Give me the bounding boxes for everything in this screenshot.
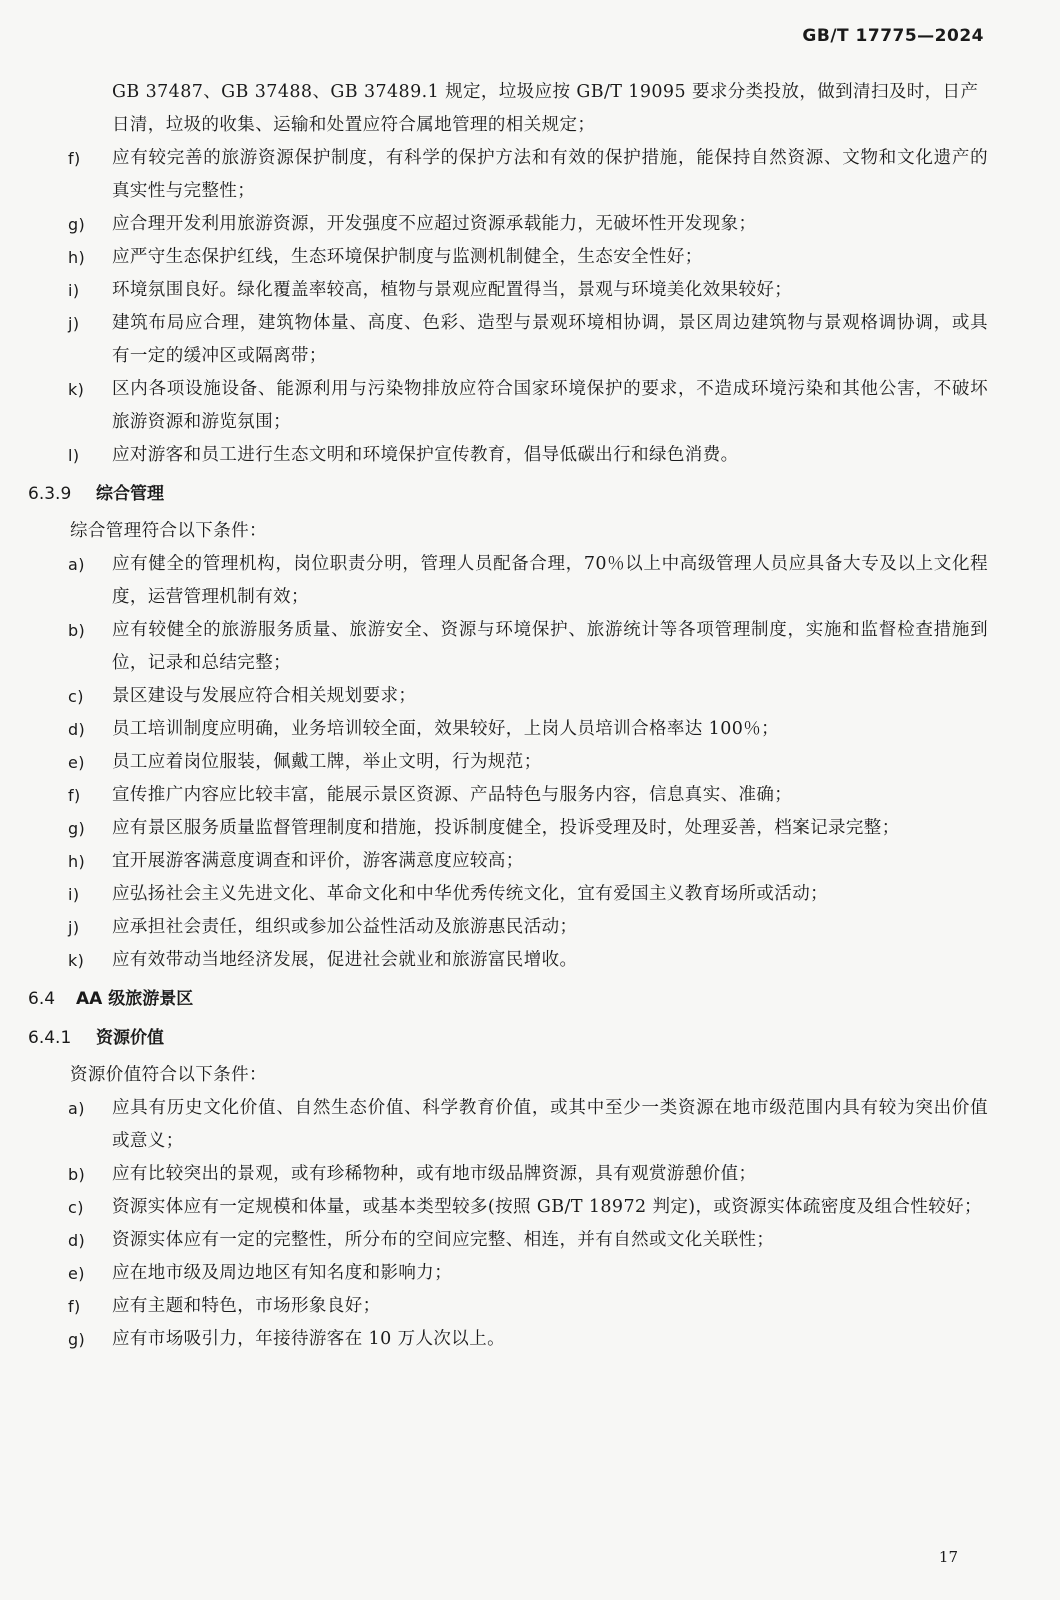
list-marker: k) [68,951,85,970]
list-item-text: 员工应着岗位服装，佩戴工牌，举止文明，行为规范； [112,752,542,772]
section-number: 6.3.9 [28,484,72,504]
section-heading-6-3-9 [28,478,988,511]
list-item-text: 员工培训制度应明确，业务培训较全面，效果较好，上岗人员培训合格率达 100％； [112,719,780,739]
section-heading-6-4-1 [28,1022,988,1055]
list-marker: a) [68,1099,85,1118]
list-item-text: 宜开展游客满意度调查和评价，游客满意度应较高； [112,851,524,871]
list-item-text: 应有较完善的旅游资源保护制度，有科学的保护方法和有效的保护措施，能保持自然资源、文物和文化遗产的真实性与完整性； [112,148,988,201]
list-item [28,680,988,713]
section-title: 资源价值 [96,1028,164,1048]
list-item-text: 应有健全的管理机构，岗位职责分明，管理人员配备合理，70％以上中高级管理人员应具备大专及以上文化程度，运营管理机制有效； [112,554,988,607]
list-marker: d) [68,1231,86,1250]
list-item [28,274,988,307]
list-marker: d) [68,720,86,739]
list-item [28,142,988,208]
list-marker: f) [68,149,81,168]
list-marker: b) [68,1165,86,1184]
list-item-text: 应具有历史文化价值、自然生态价值、科学教育价值，或其中至少一类资源在地市级范围内具有较为突出价值或意义； [112,1098,988,1151]
list-item-text: 应有效带动当地经济发展，促进社会就业和旅游富民增收。 [112,950,578,970]
list-item-text: 应承担社会责任，组织或参加公益性活动及旅游惠民活动； [112,917,578,937]
list-item-text: 区内各项设施设备、能源利用与污染物排放应符合国家环境保护的要求，不造成环境污染和其他公害，不破坏旅游资源和游览氛围； [112,379,988,432]
list-item-text: 应有比较突出的景观，或有珍稀物种，或有地市级品牌资源，具有观赏游憩价值； [112,1164,757,1184]
section-intro: 综合管理符合以下条件： [70,521,267,541]
list-item [28,746,988,779]
list-item-text: 应有主题和特色，市场形象良好； [112,1296,381,1316]
list-item [28,439,988,472]
list-item [28,1290,988,1323]
list-marker: e) [68,1264,85,1283]
list-item [28,812,988,845]
list-marker: g) [68,215,86,234]
list-item [28,845,988,878]
list-item [28,307,988,373]
list-item-text: 应对游客和员工进行生态文明和环境保护宣传教育，倡导低碳出行和绿色消费。 [112,445,739,465]
list-item [28,373,988,439]
list-item [28,878,988,911]
list-item-text: 宣传推广内容应比较丰富，能展示景区资源、产品特色与服务内容，信息真实、准确； [112,785,793,805]
list-item [28,779,988,812]
list-item [28,1158,988,1191]
list-item [28,241,988,274]
list-marker: a) [68,555,85,574]
list-item [28,713,988,746]
list-item [28,1323,988,1356]
section-heading-6-4 [28,983,988,1016]
list-item-text: 应有较健全的旅游服务质量、旅游安全、资源与环境保护、旅游统计等各项管理制度，实施和监督检查措施到位，记录和总结完整； [112,620,988,673]
page-content [28,76,988,1362]
list-marker: c) [68,1198,84,1217]
list-marker: e) [68,753,85,772]
list-marker: j) [68,314,80,333]
list-marker: g) [68,819,86,838]
list-item [28,1257,988,1290]
list-marker: f) [68,1297,81,1316]
list-item [28,548,988,614]
continued-paragraph: GB 37487、GB 37488、GB 37489.1 规定，垃圾应按 GB/T 19095 要求分类投放，做到清扫及时，日产日清，垃圾的收集、运输和处置应符合属地管理的相关规定； [112,82,979,135]
list-item-text: 应有景区服务质量监督管理制度和措施，投诉制度健全，投诉受理及时，处理妥善，档案记录完整； [112,818,900,838]
list-item-text: 资源实体应有一定的完整性，所分布的空间应完整、相连，并有自然或文化关联性； [112,1230,775,1250]
list-item [28,614,988,680]
list-item [28,208,988,241]
list-item-text: 应在地市级及周边地区有知名度和影响力； [112,1263,453,1283]
list-item-text: 建筑布局应合理，建筑物体量、高度、色彩、造型与景观环境相协调，景区周边建筑物与景观格调协调，或具有一定的缓冲区或隔离带； [112,313,988,366]
list-item-text: 资源实体应有一定规模和体量，或基本类型较多(按照 GB/T 18972 判定)，或资源实体疏密度及组合性较好； [112,1197,982,1217]
list-marker: j) [68,918,80,937]
list-marker: b) [68,621,86,640]
section-number: 6.4 [28,989,56,1009]
list-marker: h) [68,248,86,267]
list-item-text: 应严守生态保护红线，生态环境保护制度与监测机制健全，生态安全性好； [112,247,703,267]
list-marker: l) [68,446,80,465]
section-title: AA 级旅游景区 [76,989,194,1009]
list-marker: h) [68,852,86,871]
list-marker: f) [68,786,81,805]
section-intro: 资源价值符合以下条件： [70,1065,267,1085]
list-item [28,911,988,944]
list-6-4-1 [28,1092,988,1356]
list-marker: i) [68,281,80,300]
list-6-3-9 [28,548,988,977]
list-marker: g) [68,1330,86,1349]
section-number: 6.4.1 [28,1028,72,1048]
list-item-text: 环境氛围良好。绿化覆盖率较高，植物与景观应配置得当，景观与环境美化效果较好； [112,280,793,300]
list-item [28,944,988,977]
page-number: 17 [938,1548,958,1566]
list-marker: i) [68,885,80,904]
list-marker: c) [68,687,84,706]
list-item-text: 应合理开发利用旅游资源，开发强度不应超过资源承载能力，无破坏性开发现象； [112,214,757,234]
list-item [28,1092,988,1158]
list-marker: k) [68,380,85,399]
standard-number: GB/T 17775—2024 [802,26,984,46]
list-item-text: 应弘扬社会主义先进文化、革命文化和中华优秀传统文化，宜有爱国主义教育场所或活动； [112,884,828,904]
list-item [28,1191,988,1224]
list-a [28,142,988,472]
section-title: 综合管理 [96,484,164,504]
list-item-text: 应有市场吸引力，年接待游客在 10 万人次以上。 [112,1329,505,1349]
list-item [28,1224,988,1257]
list-item-text: 景区建设与发展应符合相关规划要求； [112,686,417,706]
